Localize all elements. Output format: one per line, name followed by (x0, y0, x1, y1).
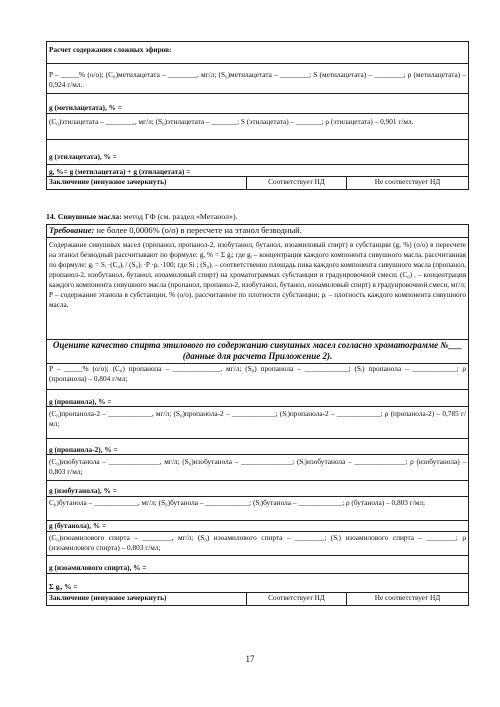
isoamyl-params-row (47, 532, 468, 556)
ethyl-params-row (47, 114, 468, 140)
requirement-row (47, 225, 468, 238)
g-ethyl-row (47, 140, 468, 165)
esters-block (46, 41, 469, 190)
formula-description-row (47, 238, 468, 340)
ethyl-params: (C₀)этилацетата – ________, мг/л; (S₀)этилацетата – _______; S (этилацетата) – _______; ρ (этилацетата) – 0,901 г/мл. (49, 117, 414, 126)
g-methyl-label: g (метилацетата), % = (49, 103, 122, 112)
conclusion-label: Заключение (ненужное зачеркнуть) (47, 593, 247, 605)
g-butanol-label: g (бутанола), % = (49, 521, 107, 530)
not-complies-option[interactable]: Не соответствует НД (374, 593, 441, 602)
propanol-params-row (47, 364, 468, 390)
g-isoamyl-label: g (изоамилового спирта), % = (49, 563, 147, 572)
formula-description: Содержание сивушных масел (пропанол, пропанол-2, изобутанол, бутанол, изоамиловый спирт) в субстанции (g, %) (о/о) в пересчете на этанол безводный рассчитывают по формуле: g, % = Σ gᵢ; где gᵢ – концентрация каждого компонента сивушного масла, рассчитанная по формуле: gᵢ = Sᵢ ·(C₀)ᵢ / (S₀)ᵢ ·P ·ρᵢ ·100; где Si ; (S₀)ᵢ – соответственно площадь пика каждого компонента сивушного масла (пропанол, пропанол-2, изобутанол, бутанол, изоамиловый спирт) на хроматограммах субстанции и градуировочной смеси; (C₀) ᵢ – концентрация каждого компонента сивушного масла (пропанол, пропанол-2, изобутанол, бутанол, изоамиловый спирт) в градуировочной смеси, мг/л; P – содержание этанола в субстанции, % (о/о), рассчитанное по плотности субстанции; ρᵢ – плотность каждого компонента сивушного масла. (49, 241, 466, 309)
requirement-label: Требование: (49, 225, 95, 235)
butanol-params-row (47, 497, 468, 521)
g-butanol-row (47, 521, 468, 532)
g-isoamyl-row (47, 556, 468, 574)
g-total-label: Σ gᵢ, % = (49, 582, 78, 591)
isoamyl-params: (C₀)изоамилового спирта – ________, мг/л; (S₀) изоамилового спирта – ________; (Sᵢ) изоамилового спирта – ________; ρ (изоамилового спирта) – 0,803 г/мл; (49, 533, 466, 552)
methyl-params-row (47, 64, 468, 94)
g-methyl-row (47, 94, 468, 114)
assessment-title-row (47, 340, 468, 364)
butanol-params: C₀)бутанола – ____________, мг/л; (S₀)бутанола – ____________; (Sᵢ)бутанола – ____________; ρ (бутанола) – 0,803 г/мл; (49, 498, 426, 507)
g-ethyl-label: g (этилацетата), % = (49, 152, 117, 161)
propanol-params: P – _____% (о/о); (C₀) пропанола – _____________, мг/л; (S₀) пропанола – ____________; (Sᵢ) пропанола – ____________; ρ (пропанола) – 0,804 г/мл; (49, 364, 466, 383)
g-propanol2-row (47, 439, 468, 455)
g-propanol-label: g (пропанола), % = (49, 397, 112, 406)
g-propanol-row (47, 390, 468, 407)
propanol2-params: (C₀)пропанола-2 – ____________, мг/л; (S₀)пропанола-2 – ____________; (Sᵢ)пропанола-2 – ____________; ρ (пропанола-2) – 0,785 г/мл; (49, 409, 466, 428)
g-isobutanol-row (47, 481, 468, 497)
conclusion-label: Заключение (ненужное зачеркнуть) (47, 177, 247, 189)
fusel-oils-block (46, 224, 469, 606)
g-total-row (47, 574, 468, 593)
g-sum-label: g, %= g (метилацетата) + g (этилацетата) = (49, 167, 191, 176)
g-isobutanol-label: g (изобутанола), % = (49, 486, 117, 495)
methyl-params: P – _____% (о/о); (C₀)метилацетата – ________, мг/л; (S₀)метилацетата – ________; S (метилацетата) – ________; ρ (метилацетата) – 0,924 г/мл. (49, 70, 466, 89)
propanol2-params-row (47, 407, 468, 439)
esters-conclusion-row (47, 177, 468, 189)
section-14-title: 14. Сивушные масла: метод ГФ (см. раздел «Метанол»). (46, 212, 238, 221)
g-sum-row (47, 165, 468, 177)
g-propanol2-label: g (пропанола-2), % = (49, 445, 118, 454)
isobutanol-params: (C₀)изобутанола – ______________, мг/л; (S₀)изобутанола – ______________; (Sᵢ)изобутанола – ______________; ρ (изобутанола) – 0,803 г/мл; (49, 457, 466, 476)
fusel-conclusion-row (47, 593, 468, 605)
isobutanol-params-row (47, 455, 468, 481)
not-complies-option[interactable]: Не соответствует НД (374, 177, 441, 186)
esters-title: Расчет содержания сложных эфиров: (49, 45, 172, 54)
esters-title-row (47, 42, 468, 64)
requirement-text: не более 0,0006% (о/о) в пересчете на этанол безводный. (94, 225, 302, 235)
complies-option[interactable]: Соответствует НД (247, 593, 347, 605)
complies-option[interactable]: Соответствует НД (247, 177, 347, 189)
page-number: 17 (245, 654, 255, 664)
assessment-title: Оцените качество спирта этилового по содержанию сивушных масел согласно хроматограмме №___ (данные для расчета Приложение 2). (52, 340, 463, 361)
